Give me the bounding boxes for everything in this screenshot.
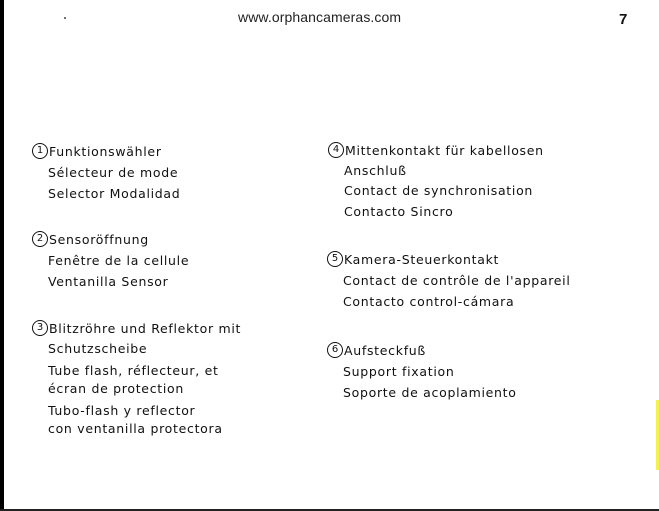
item-label-es: Soporte de acoplamiento: [343, 385, 517, 400]
item-label-es: Contacto Sincro: [344, 204, 454, 219]
item-title-de: Mittenkontakt für kabellosen: [345, 143, 544, 158]
item-number-badge: 4: [328, 142, 344, 158]
item-title-de: Blitzröhre und Reflektor mit: [49, 321, 242, 336]
scan-speck: [64, 17, 66, 19]
item-title-de-continued: Anschluß: [344, 163, 407, 178]
item-label-fr: Tube flash, réflecteur, et: [48, 363, 219, 378]
item-title-de: Sensoröffnung: [49, 232, 149, 247]
item-title-de: Kamera-Steuerkontakt: [344, 252, 500, 267]
item-label-fr: Contact de contrôle de l'appareil: [343, 273, 571, 288]
item-number-badge: 3: [32, 320, 48, 336]
legend-item-2: [32, 229, 189, 292]
item-title-de-continued: Schutzscheibe: [48, 341, 148, 356]
item-label-es-continued: con ventanilla protectora: [48, 421, 223, 436]
item-number-badge: 2: [32, 231, 48, 247]
item-number-badge: 5: [327, 251, 343, 267]
legend-item-4: [328, 140, 544, 222]
item-title-de: Funktionswähler: [49, 144, 162, 159]
item-label-es: Selector Modalidad: [48, 186, 181, 201]
item-title-de: Aufsteckfuß: [344, 343, 426, 358]
page-number: 7: [619, 11, 628, 28]
item-number-badge: 1: [32, 143, 48, 159]
legend-item-1: [32, 141, 180, 204]
legend-item-6: [327, 340, 517, 403]
legend-item-3: [32, 318, 241, 438]
item-label-es: Contacto control-cámara: [343, 294, 515, 309]
item-label-es: Tubo-flash y reflector: [48, 403, 196, 418]
scan-left-edge: [0, 0, 4, 511]
item-label-es: Ventanilla Sensor: [48, 274, 169, 289]
item-label-fr: Sélecteur de mode: [48, 165, 179, 180]
header-url: www.orphancameras.com: [238, 9, 402, 25]
legend-item-5: [327, 249, 571, 312]
item-label-fr-continued: écran de protection: [48, 381, 185, 396]
item-label-fr: Support fixation: [343, 364, 455, 379]
item-number-badge: 6: [327, 342, 343, 358]
item-label-fr: Contact de synchronisation: [344, 183, 534, 198]
item-label-fr: Fenêtre de la cellule: [48, 253, 190, 268]
